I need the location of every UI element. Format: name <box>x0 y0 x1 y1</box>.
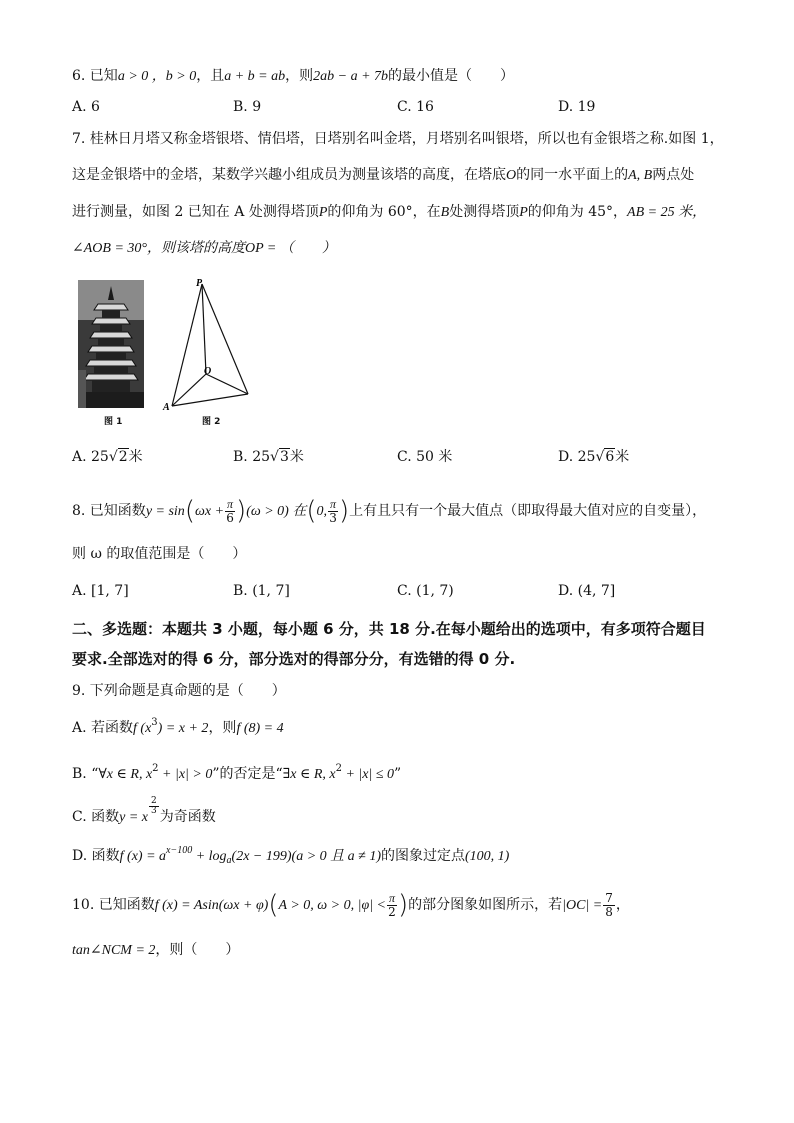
section-2-heading-line-2: 要求.全部选对的得 6 分，部分选对的得部分分，有选错的得 0 分. <box>72 650 516 668</box>
q8-stem: 8. 已知函数y = sin(ωx + $\frac{\pi}{6}$ )(ω > 0) 在(0, $\frac{\pi}{3}$ )上有且只有一个最大值点（即取得最大值对应的自变量）， <box>72 496 707 526</box>
pyramid-diagram <box>160 276 260 416</box>
q8-option-d: D. (4, 7] <box>558 583 616 599</box>
q7-option-c: C. 50 米 <box>397 449 453 465</box>
figure-1-caption: 图 1 <box>104 417 123 427</box>
q9-stem: 9. 下列命题是真命题的是（ ） <box>72 683 286 699</box>
q6-expression: 2ab − a + 7b <box>313 69 389 84</box>
q6-option-c: C. 16 <box>397 99 434 115</box>
q7-line-3: 进行测量，如图 2 已知在 A 处测得塔顶P的仰角为 60°，在B处测得塔顶P的仰角为 45°，AB = 25 米， <box>72 204 707 220</box>
q7-option-b: B. 25√3米 <box>233 449 304 465</box>
q8-line-2: 则 ω 的取值范围是（ ） <box>72 546 247 562</box>
q7-option-a: A. 25√2米 <box>72 449 143 465</box>
q9-option-c: C. 函数y = x $\frac{2}{3}$ 为奇函数 <box>72 796 216 825</box>
q8-option-b: B. (1, 7] <box>233 583 290 599</box>
q6-option-d: D. 19 <box>558 99 596 115</box>
q6-stem: 6. 已知a > 0 ，b > 0，且a + b = ab，则2ab − a + 7b的最小值是（ ） <box>72 68 515 84</box>
label-a: A <box>163 402 170 413</box>
q7-option-d: D. 25√6米 <box>558 449 630 465</box>
q6-option-b: B. 9 <box>233 99 262 115</box>
q7-line-2: 这是金银塔中的金塔，某数学兴趣小组成员为测量该塔的高度，在塔底O的同一水平面上的A, B两点处 <box>72 167 695 183</box>
q10-stem: 10. 已知函数f (x) = Asin(ωx + φ)(A > 0, ω > 0, |φ| < $\frac{\pi}{2}$ )的部分图象如图所示，若|OC| = $\frac{7}{8}$ ， <box>72 890 630 920</box>
label-p: P <box>196 278 203 289</box>
figure-2-caption: 图 2 <box>202 417 221 427</box>
section-2-heading-line-1: 二、多选题：本题共 3 小题，每小题 6 分，共 18 分.在每小题给出的选项中，有多项符合题目 <box>72 620 706 638</box>
q9-option-d: D. 函数f $(x) = a^{x-100} + \log_a(2x - 199)(a > 0$ 且 a ≠ 1)的图象过定点(100, 1) <box>72 845 510 866</box>
q9-option-b: B. “∀x ∈ R, $x^2 + |x| > 0$”的否定是“∃x ∈ R, $x^2 + |x| \le 0$” <box>72 763 402 782</box>
q9-option-a: A. 若函数f $(x^3) = x + 2$，则f (8) = 4 <box>72 717 284 736</box>
pagoda-photo <box>78 280 144 408</box>
q7-line-4: ∠AOB = 30°，则该塔的高度OP = （ ） <box>72 241 336 256</box>
q10-line-2: tan∠NCM = 2，则（ ） <box>72 942 240 958</box>
q6-condition-2: a + b = ab <box>224 69 286 84</box>
label-o: O <box>204 366 212 377</box>
q8-option-a: A. [1, 7] <box>72 583 129 599</box>
q6-option-a: A. 6 <box>72 99 100 115</box>
q8-option-c: C. (1, 7) <box>397 583 454 599</box>
q6-condition-1: a > 0 ，b > 0 <box>117 69 197 84</box>
q7-line-1: 7. 桂林日月塔又称金塔银塔、情侣塔，日塔别名叫金塔，月塔别名叫银塔，所以也有金银塔之称.如图 1， <box>72 131 724 147</box>
